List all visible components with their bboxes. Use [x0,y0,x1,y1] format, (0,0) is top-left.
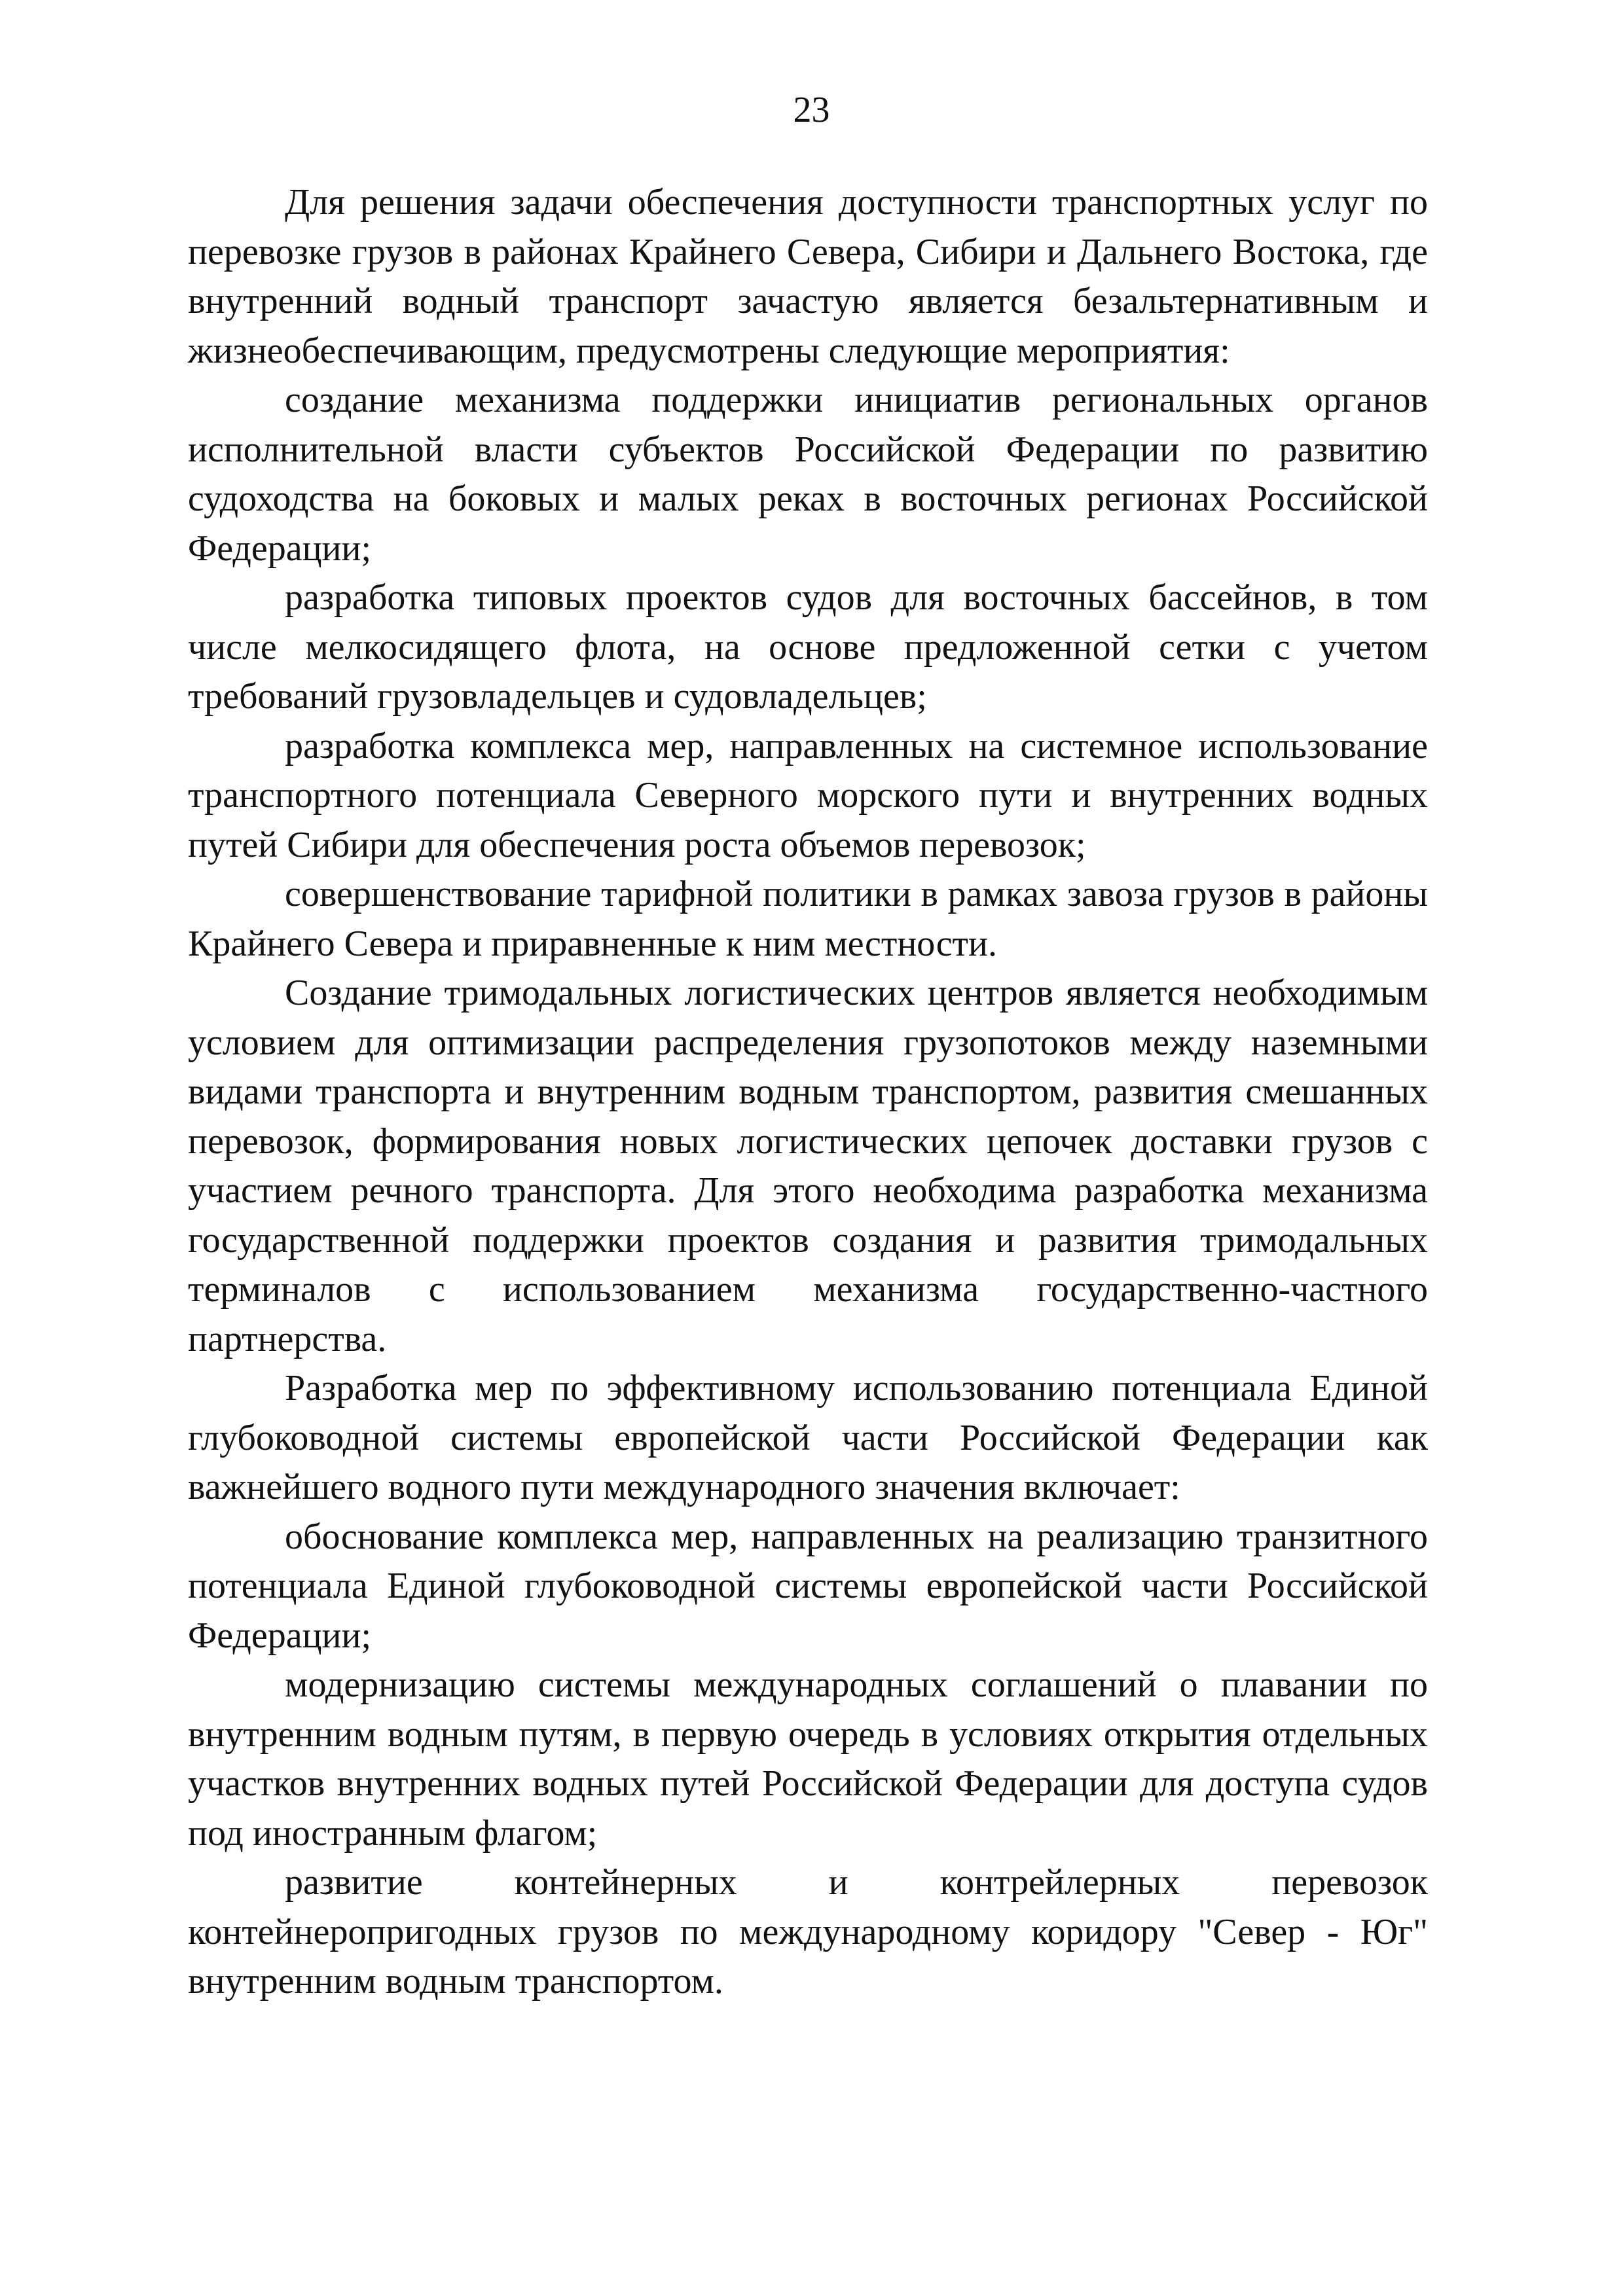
page-number: 23 [793,90,830,130]
paragraph-trimodal-centers: Создание тримодальных логистических центров является необходимым условием для оптимизации распределения грузопотоков между наземными видами транспорта и внутренним водным транспортом, развития смешанных перевозок, формирования новых логистических цепочек доставки грузов с участием речного транспорта. Для этого необходима разработка механизма государственной поддержки проектов создания и развития тримодальных терминалов с использованием механизма государственно-частного партнерства. [188,973,1428,1359]
paragraph-deepwater-system: Разработка мер по эффективному использованию потенциала Единой глубоководной системы европейской части Российской Федерации как важнейшего водного пути международного значения включает: [188,1368,1428,1507]
list-item-tariff-policy: совершенствование тарифной политики в рамках завоза грузов в районы Крайнего Севера и приравненные к ним местности. [188,874,1428,964]
document-body [188,178,1428,2007]
paragraph-transport-access: Для решения задачи обеспечения доступности транспортных услуг по перевозке грузов в районах Крайнего Севера, Сибири и Дальнего Востока, где внутренний водный транспорт зачастую является безальтернативным и жизнеобеспечивающим, предусмотрены следующие мероприятия: [188,182,1428,371]
list-item-ship-projects: разработка типовых проектов судов для восточных бассейнов, в том числе мелкосидящего флота, на основе предложенной сетки с учетом требований грузовладельцев и судовладельцев; [188,577,1428,717]
list-item-container-transport: развитие контейнерных и контрейлерных перевозок контейнеропригодных грузов по международному коридору "Север - Юг" внутренним водным транспортом. [188,1862,1428,2001]
list-item-support-mechanism: создание механизма поддержки инициатив региональных органов исполнительной власти субъектов Российской Федерации по развитию судоходства на боковых и малых реках в восточных регионах Российской Федерации; [188,380,1428,569]
list-item-transit-potential: обоснование комплекса мер, направленных на реализацию транзитного потенциала Единой глубоководной системы европейской части Российской Федерации; [188,1516,1428,1656]
list-item-international-agreements: модернизацию системы международных соглашений о плавании по внутренним водным путям, в первую очередь в условиях открытия отдельных участков внутренних водных путей Российской Федерации для доступа судов под иностранным флагом; [188,1664,1428,1854]
list-item-northern-sea-route: разработка комплекса мер, направленных на системное использование транспортного потенциала Северного морского пути и внутренних водных путей Сибири для обеспечения роста объемов перевозок; [188,725,1428,865]
